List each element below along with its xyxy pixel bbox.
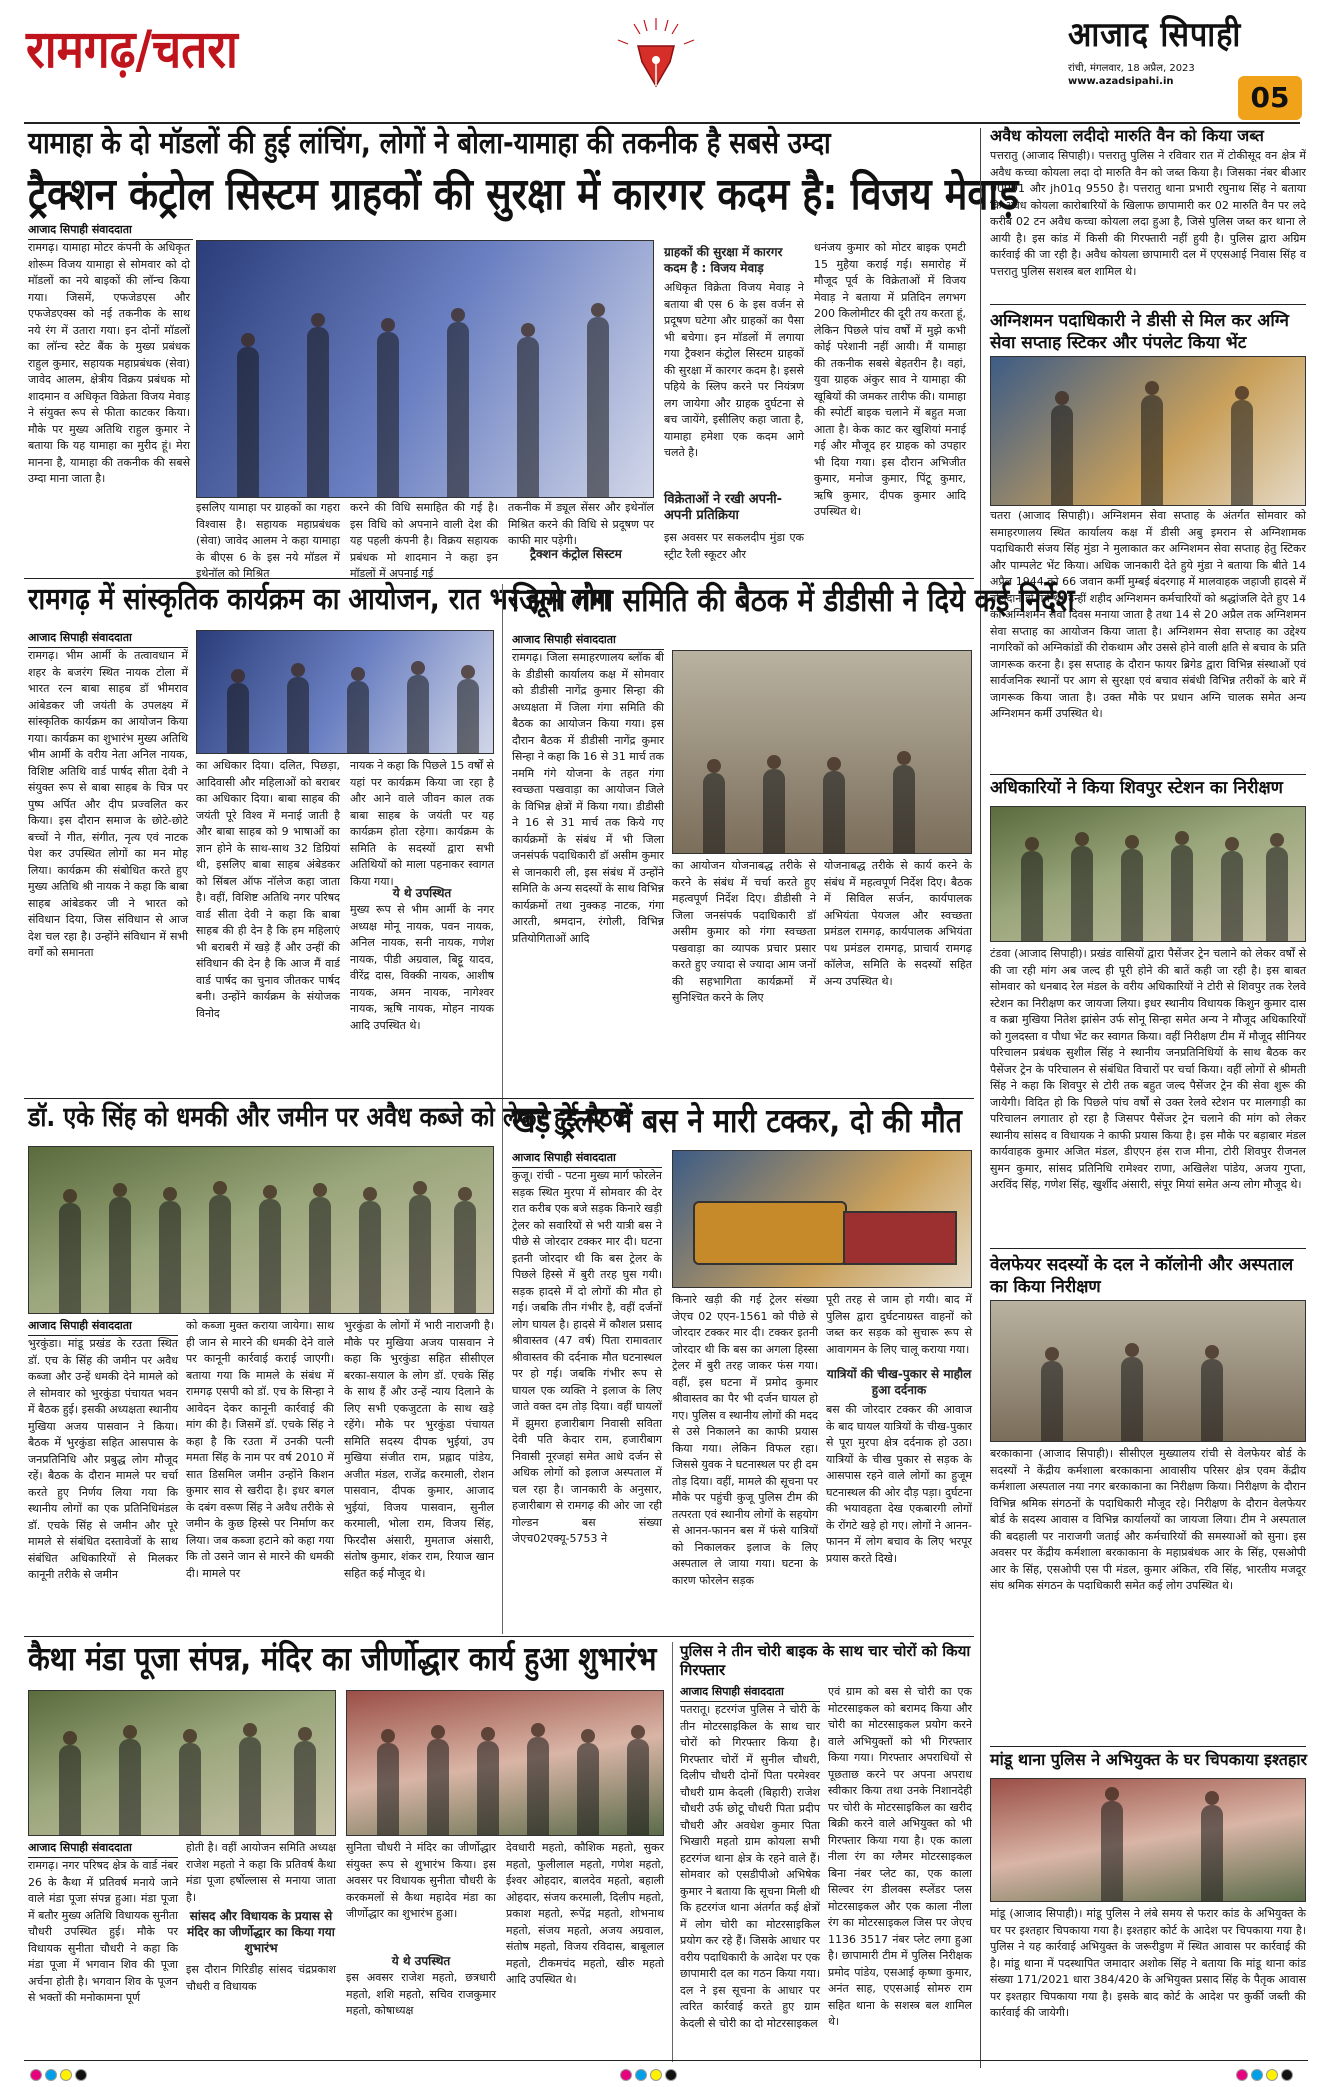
bike-byline: आजाद सिपाही संवाददाता <box>680 1684 820 1702</box>
lead-headline: ट्रैक्शन कंट्रोल सिस्टम ग्राहकों की सुरक्षा में कारगर कदम है: विजय मेवाड़ <box>28 169 1019 220</box>
footer-rule <box>24 2060 1308 2061</box>
mandu-headline: मांडू थाना पुलिस ने अभियुक्त के घर चिपकाया इश्तहार <box>990 1750 1308 1769</box>
registration-dot <box>75 2069 87 2081</box>
lead-col-2: इसलिए यामाहा पर ग्राहकों का गहरा विश्वास है। सहायक महाप्रबंधक (सेवा) जावेद आलम ने कहा यामाहा के बीएस 6 के इस नये मॉडल में इथेनॉल को मिश्रित <box>196 501 340 580</box>
trailer-col-1: कुजू। रांची - पटना मुख्य मार्ग फोरलेन सड़क स्थित मुरपा में सोमवार की देर रात करीब एक बजे सड़क किनारे खड़ी ट्रेलर को सवारियों से भरी यात्री बस ने पीछे से जोरदार टक्कर मार दी। घटना इतनी जोरदार थी कि बस ट्रेलर के पिछले हिस्से में बुरी तरह घुस गयी। सड़क हादसे में दो लोगों की मौत हो गई। जबकि तीन गंभीर है, वहीं दर्जनों लोग घायल है। हादसे में कौशल प्रसाद श्रीवास्तव (47 वर्ष) पिता रामावतार श्रीवास्तव की दर्दनाक मौत घटनास्थल पर हो गई। जबकि गंभीर रूप से घायल एक व्यक्ति ने इलाज के लिए जाते वक्त दम तोड़ दिया। वहीं घायलों में झुमरा हजारीबाग निवासी सविता देवी पति केदार राम, हजारीबाग निवासी नूरजहां समेत आधे दर्जन से अधिक लोगों को इलाज अस्पताल में चल रहा है। जानकारी के अनुसार, हजारीबाग से रामगढ़ की ओर जा रही गोल्डन बस संख्या जेएच02एक्यू-5753 ने <box>512 1169 662 1545</box>
registration-dot <box>665 2069 677 2081</box>
lead-col-1: रामगढ़। यामाहा मोटर कंपनी के अधिकृत शोरूम विजय यामाहा से सोमवार को दो मॉडलों का नये बाइकों की लॉन्च किया गया। जिसमें, एफजेडएस और एफजेडएक्स को नई तकनीक के साथ नये रंग में उतारा गया। इन दोनों मॉडलों का लॉन्च स्टेट बैंक के मुख्य प्रबंधक राहुल कुमार, सहायक महाप्रबंधक (सेवा) जावेद आलम, क्षेत्रीय विक्रय प्रबंधक मो शादमान व अधिकृत विक्रेता विजय मेवाड़ ने संयुक्त रूप से फीता काटकर किया। मौके पर मुख्य अतिथि राहुल कुमार ने बताया कि यह यामाहा का मुरीद हूं। मेरा मानना है, यामाहा की तकनीक की सबसे उम्दा माना जाता है। <box>28 241 190 485</box>
row-rule-2 <box>24 1098 974 1099</box>
welfare-body: बरकाकाना (आजाद सिपाही)। सीसीएल मुख्यालय रांची से वेलफेयर बोर्ड के सदस्यों ने केंद्रीय कर्मशाला बरकाकाना आवासीय परिसर क्षेत्र एवम केंद्रीय कर्मशाला अस्पताल नया नगर बरकाकाना का निरीक्षण किया। निरीक्षण के दौरान विभिन्न श्रमिक संगठनों के पदाधिकारी मौजूद रहे। निरीक्षण के दौरान वेलफेयर बोर्ड के सदस्य आवास व विभिन्न कार्यालयों का जायजा लिया। टीम ने अस्पताल की बदहाली पर नाराजगी जताई और कर्मचारियों की समस्याओं को सुना। इस अवसर पर केंद्रीय कर्मशाला बरकाकाना के महाप्रबंधक आर के सिंह, एसओपी आर के सिंह, एसओपी एस पी मंडल, कुमार अंकित, रवि सिंह, भारतीय मजदूर संघ श्रमिक संगठन के पदाधिकारी समेत कई लोग उपस्थित थे। <box>990 1447 1306 1592</box>
katha-subhead-2: ये थे उपस्थित <box>391 1954 451 1968</box>
shivpur-station-photo <box>990 806 1306 942</box>
shivpur-body: टंडवा (आजाद सिपाही)। प्रखंड वासियों द्वारा पैसेंजर ट्रेन चलाने को लेकर वर्षों से की जा रही मांग अब जल्द ही पूरी होने की बातें कही जा रही है। इस बाबत सोमवार को धनबाद रेल मंडल के वरीय अधिकारियों ने टोरी से शिवपुर तक रेलवे स्टेशन का निरीक्षण कर जायजा लिया। इधर स्थानीय विधायक किशुन कुमार दास व कब्रा मुखिया नितेश झांसेन उर्फ सोनू सिन्हा समेत अन्य ने मौजूद अधिकारियों को गुलदस्ता व पौधा भेंट कर स्वागत किया। वहीं निरीक्षण टीम में मौजूद सीनियर परिचालन प्रबंधक सुशील सिंह ने स्थानीय जनप्रतिनिधियों के साथ बैठक कर पैसेंजर ट्रेन के परिचालन से संबंधित विचारों पर चर्चा किया। वहीं लोगों से श्रीमती सिंह ने कहा कि शिवपुर से टोरी तक बहुत जल्द पैसेंजर ट्रेन की सेवा शुरू की जायेगी। विदित हो कि पिछले पांच वर्षों से उक्त रेलवे स्टेशन पर मालगाड़ी का परिचालन लगातार हो रहा है जिसपर पैसेंजर ट्रेन चलाने की मांग को लेकर स्थानीय सांसद व विधायक ने काफी प्रयास किया है। इस मौके पर बड़ाबार मंडल कार्यवाहक कुमार अजित मंडल, डीएएन हंस राज मीना, टोरी शिवपुर रीजनल सुमन कुमार, सांसद प्रतिनिधि रामेश्वर राणा, अखिलेश पांडेय, अजय गुप्ता, अरविंद सिंह, गणेश सिंह, खुर्शीद अंसारी, संपूर मियां समेत अन्य लोग मौजूद थे। <box>990 947 1306 1191</box>
registration-dot <box>30 2069 42 2081</box>
dateline: रांची, मंगलवार, 18 अप्रैल, 2023 <box>1068 62 1195 74</box>
footer-color-dots-left <box>30 2066 110 2080</box>
katha-col-2b: इस दौरान गिरिडीह सांसद चंद्रप्रकाश चौधरी व विधायक <box>186 1963 336 1993</box>
paper-name: आजाद सिपाही <box>1068 15 1242 55</box>
lead-col-6: धनंजय कुमार को मोटर बाइक एमटी 15 मुहैया कराई गई। समारोह में मौजूद पूर्व के विक्रेताओं में विजय मेवाड़ ने बताया में प्रतिदिन लगभग 200 किलोमीटर की दूरी तय करता हूं, लेकिन पिछले पांच वर्षों में मुझे कभी कोई परेशानी नहीं आयी। मैं यामाहा की तकनीक सबसे बेहतरीन है। वहां, युवा ग्राहक अंकुर साव ने यामाहा की खूबियों की जमकर तारीफ की। यामाहा की स्पोर्टी बाइक चलाने में बहुत मजा आता है। केक काट कर खुशियां मनाई गई और मौजूद हर ग्राहक को उपहार भी दिया गया। इस दौरान अभिजीत कुमार, मनोज कुमार, पिंटू कुमार, ऋषि कुमार, दीपक कुमार आदि उपस्थित थे। <box>814 241 966 518</box>
trailer-col-3: पूरी तरह से जाम हो गयी। बाद में पुलिस द्वारा दुर्घटनाग्रस्त वाहनों को जब्त कर सड़क को सुचारू रूप से आवागमन के लिए चालू कराया गया। <box>826 1293 972 1356</box>
culture-col-2: का अधिकार दिया। दलित, पिछड़ा, आदिवासी और महिलाओं को बराबर का अधिकार दिया। बाबा साहब की जयंती पूरे विश्व में मनाई जाती है और बाबा साहब को 9 भाषाओं का ज्ञान होने के साथ-साथ 32 डिग्रियां थी, इसलिए बाबा साहब अंबेडकर को सिंबल ऑफ नॉलेज कहा जाता है। वहीं, विशिष्ट अतिथि नगर परिषद वार्ड सीता देवी ने कहा कि बाबा साहब की ही देन है कि हम महिलाएं भी बराबरी में खड़े हैं और उन्हीं की संविधान की देन है कि आज मैं वार्ड वार्ड पार्षद का चुनाव जीतकर पार्षद बनी। उन्होंने कार्यक्रम के संयोजक विनोद <box>196 759 340 1020</box>
col-divider-row2 <box>502 584 503 1104</box>
trailer-byline: आजाद सिपाही संवाददाता <box>512 1150 662 1168</box>
trailer-accident-photo <box>672 1150 972 1288</box>
drsingh-meeting-photo <box>28 1146 494 1314</box>
yamaha-launch-photo <box>196 240 654 498</box>
registration-dot <box>1281 2069 1293 2081</box>
welfare-headline: वेलफेयर सदस्यों के दल ने कॉलोनी और अस्पताल का किया निरीक्षण <box>990 1255 1294 1297</box>
section-header <box>26 12 306 94</box>
shivpur-headline: अधिकारियों ने किया शिवपुर स्टेशन का निरीक्षण <box>990 778 1283 798</box>
drsingh-byline: आजाद सिपाही संवाददाता <box>28 1318 178 1336</box>
ganga-byline: आजाद सिपाही संवाददाता <box>512 632 664 650</box>
page-number-badge <box>1238 76 1302 120</box>
fire-headline: अग्निशमन पदाधिकारी ने डीसी से मिल कर अग्नि सेवा सप्ताह स्टिकर और पंपलेट किया भेंट <box>990 311 1289 353</box>
right-column-divider <box>980 128 981 2068</box>
bike-headline: पुलिस ने तीन चोरी बाइक के साथ चार चोरों को किया गिरफ्तार <box>680 1642 971 1679</box>
culture-subhead: ये थे उपस्थित <box>392 886 452 900</box>
ganga-meeting-photo <box>672 650 972 854</box>
drsingh-col-1: भुरकुंडा। मांडू प्रखंड के रउता स्थित डॉ. एच के सिंह की जमीन पर अवैध कब्जा और उन्हें धमकी देने मामले को ले सोमवार को भुरकुंडा पंचायत भवन में बैठक हुई। इसकी अध्यक्षता स्थानीय मुखिया अजय पासवान ने किया। बैठक में भुरकुंडा सहित आसपास के जनप्रतिनिधि और प्रबुद्ध लोग मौजूद रहें। बैठक के दौरान मामले पर चर्चा करते हुए निर्णय लिया गया कि स्थानीय लोगों का एक प्रतिनिधिमंडल डॉ. एचके सिंह से जमीन और पूरे मामले से संबंधित दस्तावेजों के साथ संबंधित अधिकारियों से मिलकर कानूनी तरीके से जमीन <box>28 1337 178 1581</box>
footer-color-dots-right <box>1236 2066 1316 2080</box>
katha-col-3: सुनिता चौधरी ने मंदिर का जीर्णोद्धार संयुक्त रूप से शुभारंभ किया। इस अवसर पर विधायक सुनीता चौधरी के करकमलों से कैथा महादेव मंडा का जीर्णोद्धार का शुभारंभ हुआ। <box>346 1841 496 1920</box>
culture-col-1: रामगढ़। भीम आर्मी के तत्वावधान में शहर के बजरंग स्थित नायक टोला में भारत रत्न बाबा साहब डॉ भीमराव आंबेडकर जी जयंती के उपलक्ष्य में सांस्कृतिक कार्यक्रम का आयोजन किया गया। कार्यक्रम का शुभारंभ मुख्य अतिथि भीम आर्मी के वरीय नेता अनिल नायक, विशिष्ट अतिथि वार्ड पार्षद सीता देवी ने संयुक्त रूप से बाबा साहब के चित्र पर पुष्प अर्पित और दीप प्रज्वलित कर किया। इस दौरान समाज के छोटे-छोटे बच्चों ने गीत, संगीत, नृत्य एवं नाटक पेश कर उपस्थित लोगों का मन मोह लिया। कार्यक्रम की संबोधित करते हुए मुख्य अतिथि श्री नायक ने कहा कि बाबा साहब आंबेडकर जी ने भारत को संविधान दिया, जिस संविधान से आज देश चल रहा है। उन्होंने संविधान में सभी वर्गों को समानता <box>28 649 188 959</box>
lead-subhead-reactions: विक्रेताओं ने रखी अपनी-अपनी प्रतिक्रिया <box>664 492 783 523</box>
trailer-subhead: यात्रियों की चीख-पुकार से माहौल हुआ दर्दनाक <box>826 1367 972 1397</box>
website: www.azadsipahi.in <box>1068 75 1174 87</box>
mandu-body: मांडू (आजाद सिपाही)। मांडू पुलिस ने लंबे समय से फरार कांड के अभियुक्त के घर पर इश्तहार चिपकाया गया है। इश्तहार कोर्ट के आदेश पर चिपकाया गया है। पुलिस ने यह कार्रवाई अभियुक्त के जरूरीडुण में स्थित आवास पर कार्रवाई की है। मांडू थाना में पदस्थापित जमादार अशोक सिंह ने बताया कि मांडू थाना कांड संख्या 171/2021 धारा 384/420 के अभियुक्त प्रसाद सिंह के पैतृक आवास पर इश्तहार चिपकाया गया है। इसके बाद कोर्ट के आदेश पर कुर्की जब्ती की कार्रवाई की जायेगी। <box>990 1907 1306 2019</box>
lead-subhead-traction: ट्रैक्शन कंट्रोल सिस्टम <box>530 547 622 561</box>
lead-kicker: यामाहा के दो मॉडलों की हुई लांचिंग, लोगों ने बोला-यामाहा की तकनीक है सबसे उम्दा <box>28 126 831 161</box>
culture-col-3: नायक ने कहा कि पिछले 15 वर्षों से यहां पर कार्यक्रम किया जा रहा है और आने वाले जीवन काल तक बाबा साहब के जयंती पर यह कार्यक्रम होता रहेगा। कार्यक्रम के समिति के सदस्यों द्वारा सभी अतिथियों को माला पहनाकर स्वागत किया गया। <box>350 759 494 888</box>
right-rule-4 <box>990 1746 1306 1747</box>
culture-col-3b: मुख्य रूप से भीम आर्मी के नगर अध्यक्ष मोनू नायक, पवन नायक, अनिल नायक, सनी नायक, गणेश नायक, पीडी अग्रवाल, बिट्टू यादव, वीरेंद्र दास, विक्की नायक, आशीष नायक, अमन नायक, नागेश्वर नायक, ऋषि नायक, मोहन नायक आदि उपस्थित थे। <box>350 903 494 1032</box>
culture-headline: रामगढ़ में सांस्कृतिक कार्यक्रम का आयोजन, रात भर झूमे लोग <box>28 582 610 617</box>
bike-col-2: एवं ग्राम को बस से चोरी का एक मोटरसाइकल को बरामद किया और चोरी का मोटरसाइकल प्रयोग करने वाले अभियुक्तों को भी गिरफ्तार किया गया। गिरफ्तार अपराधियों से पूछताछ करने पर अपना अपराध स्वीकार किया तथा उनके निशानदेही पर चोरी के मोटरसाइकिल का खरीद बिक्री करने वाले अभियुक्त को भी गिरफ्तार किया गया है। एक काला नीला रंग का ग्लैमर मोटरसाइकल बिना नंबर प्लेट का, एक काला सिल्वर रंग डीलक्स स्प्लेंडर प्लस मोटरसाइकल और एक काला नीला रंग का मोटरसाइकल जिस पर जेएच 1136 3517 नंबर प्लेट लगा हुआ है। छापामारी टीम में पुलिस निरीक्षक प्रमोद पांडेय, एसआई कृष्णा कुमार, अनंत साह, एएसआई सोमरु राम सहित थाना के सशस्त्र बल शामिल थे। <box>828 1685 972 2028</box>
right-rule-1 <box>990 304 1306 305</box>
footer-color-dots-center <box>620 2066 700 2080</box>
ganga-headline: जिला गंगा समिति की बैठक में डीडीसी ने दिये कई निर्देश <box>512 581 1075 619</box>
katha-col-1: रामगढ़। नगर परिषद क्षेत्र के वार्ड नंबर 26 के कैथा में प्रतिवर्ष मनाये जाने वाले मंडा पूजा संपन्न हुआ। मंडा पूजा में बतौर मुख्य अतिथि विधायक सुनीता चौधरी उपस्थित हुई। मौके पर विधायक सुनीता चौधरी ने कहा कि मंडा पूजा में भगवान शिव की पूजा अर्चना होती है। भगवान शिव के पूजन से भक्तों की मनोकामना पूर्ण <box>28 1859 178 2004</box>
lead-col-4: तकनीक में ड्यूल सेंसर और इथेनॉल मिश्रित करने की विधि से प्रदूषण पर काफी मार पड़ेगी। <box>508 501 654 547</box>
row-rule-3 <box>24 1636 974 1637</box>
katha-col-4: देवधारी महतो, कौशिक महतो, सुकर महतो, फुलीलाल महतो, गणेश महतो, ईश्वर ओहदार, बालदेव महतो, बहाली ओहदार, संजय करमाली, दिलीप महतो, प्रकाश महतो, रूपेंद्र महतो, शोभनाथ महतो, संजय महतो, अजय अग्रवाल, संतोष महतो, विजय रविदास, बाबूलाल महतो, टीकमचंद महतो, खीरु महतो आदि उपस्थित थे। <box>506 1841 664 1986</box>
lead-subhead-safety: ग्राहकों की सुरक्षा में कारगर कदम है : विजय मेवाड़ <box>664 245 783 275</box>
registration-dot <box>635 2069 647 2081</box>
culture-event-photo <box>196 630 494 754</box>
culture-byline: आजाद सिपाही संवाददाता <box>28 630 188 648</box>
mandu-notice-photo <box>990 1778 1306 1902</box>
col-divider-row3 <box>502 1104 503 1634</box>
trailer-col-3b: बस की जोरदार टक्कर की आवाज के बाद घायल यात्रियों के चीख-पुकार से पूरा मुरपा क्षेत्र दर्दनाक हो उठा। यात्रियों के चीख पुकार से सड़क के आसपास रहने वाले लोगों का हुजूम घटनास्थल की ओर दौड़ पड़ा। दुर्घटना की भयावहता देख एकबारगी लोगों के रोंगटे खड़े हो गए। लोगों ने आनन-फानन में लोग बचाव के लिए भरपूर प्रयास करते दिखे। <box>826 1403 972 1565</box>
masthead-rule <box>24 122 1300 124</box>
registration-dot <box>1251 2069 1263 2081</box>
right-rule-3 <box>990 1248 1306 1249</box>
lead-col-5: अधिकृत विक्रेता विजय मेवाड़ ने बताया बी एस 6 के इस वर्जन से प्रदूषण घटेगा और ग्राहकों का पैसा भी बचेगा। इन मॉडलों में लगाया गया ट्रैक्शन कंट्रोल सिस्टम ग्राहकों की सुरक्षा में कारगर कदम है। इससे पहिये के स्लिप करने पर नियंत्रण लग जायेगा और ग्राहक दुर्घटना से बच जायेंगे, इसीलिए कहा जाता है, यामाहा हमेशा एक कदम आगे चलते है। <box>664 281 804 459</box>
registration-dot <box>1266 2069 1278 2081</box>
registration-dot <box>60 2069 72 2081</box>
section-title: रामगढ़/चतरा <box>26 20 238 80</box>
drsingh-col-2: को कब्जा मुक्त कराया जायेगा। साथ ही जान से मारने की धमकी देने वाले पर कानूनी कार्रवाई कराई जाएगी। बताया गया कि मामले के संबंध में रामगढ़ एसपी को डॉ. एच के सिन्हा ने आवेदन देकर कानूनी कार्रवाई की मांग की है। जिसमें डॉ. एचके सिंह ने कहा है कि रउता में उनकी पत्नी ममता सिंह के नाम पर वर्ष 2010 में सात डिसमिल जमीन उन्होंने किशन कुमार साव से खरीदा है। इधर बगल के दबंग वरूण सिंह ने अवैध तरीके से जमीन के कुछ हिस्से पर निर्माण कर लिया। जब कब्जा हटाने को कहा गया कि तो उसने जान से मारने की धमकी दी। मामले पर <box>186 1319 334 1580</box>
katha-puja-photo <box>28 1690 336 1836</box>
lead-byline: आजाद सिपाही संवाददाता <box>28 222 193 240</box>
coal-headline: अवैध कोयला लदीदो मारुति वैन को किया जब्त <box>990 126 1264 145</box>
fire-dc-photo <box>990 356 1306 506</box>
ganga-col-2: का आयोजन योजनाबद्ध तरीके से करने के संबंध में चर्चा करते हुए महत्वपूर्ण निर्देश दिए। डीडीसी ने जिला जनसंपर्क पदाधिकारी डॉ असीम कुमार को गंगा स्वच्छता पखवाड़ा का व्यापक प्रचार प्रसार करते हुए ज्यादा से ज्यादा आम जनों की सहभागिता कार्यक्रमों में सुनिश्चित करने के लिए <box>672 859 816 1004</box>
registration-dot <box>650 2069 662 2081</box>
lead-col-3: करने की विधि समाहित की गई है। इस विधि को अपनाने वाली देश की यह पहली कंपनी है। विक्रय सहायक प्रबंधक मो शादमान ने कहा इन मॉडलों में अपनाई गई <box>350 501 498 580</box>
row-rule-1 <box>24 578 974 579</box>
katha-col-2: होती है। वहीं आयोजन समिति अध्यक्ष राजेश महतो ने कहा कि प्रतिवर्ष कैथा मंडा पूजा हर्षोल्लास से मनाया जाता है। <box>186 1841 336 1904</box>
katha-col-3b: इस अवसर राजेश महतो, छत्रधारी महतो, शशि महतो, सचिव राजकुमार महतो, कोषाध्यक्ष <box>346 1971 496 2017</box>
katha-subhead-1: सांसद और विधायक के प्रयास से मंदिर का जीर्णोद्धार का किया गया शुभारंभ <box>187 1909 335 1955</box>
registration-dot <box>45 2069 57 2081</box>
col-divider-row4 <box>672 1642 673 2062</box>
lead-col-5b: इस अवसर पर सकलदीप मुंडा एक स्ट्रीट रैली स्कूटर और <box>664 531 804 561</box>
trailer-col-2: किनारे खड़ी की गई ट्रेलर संख्या जेएच 02 एएन-1561 को पीछे से जोरदार टक्कर मार दी। टक्कर इतनी जोरदार थी कि बस का अगला हिस्सा ट्रेलर में बुरी तरह जाकर फंस गया। वहीं, इस घटना में प्रमोद कुमार श्रीवास्तव का पैर भी दर्जन घायल हो गए। पुलिस व स्थानीय लोगों की मदद से उसे निकालने का काफी प्रयास किया गया। लेकिन विफल रहा। जिससे युवक ने घटनास्थल पर ही दम तोड़ दिया। वहीं, मामले की सूचना पर मौके पर पहुंची कुजू पुलिस टीम की तत्परता एवं स्थानीय लोगों के सहयोग से आनन-फानन बस में फंसे यात्रियों को निकालकर इलाज के लिए अस्पताल ले जाया गया। घटना के कारण फोरलेन सड़क <box>672 1293 818 1587</box>
drsingh-col-3: भुरकुंडा के लोगों में भारी नाराजगी है। मौके पर मुखिया अजय पासवान ने कहा कि भुरकुंडा सहित सीसीएल बरका-सयाल के लोग डॉ. एचके सिंह के साथ हैं और उन्हें न्याय दिलाने के लिए सभी एकजुटता के साथ खड़े रहेंगे। मौके पर भुरकुंडा पंचायत समिति सदस्य दीपक भुईयां, उप मुखिया संजीत राम, प्रह्लाद पांडेय, अजीत मंडल, राजेंद्र करमाली, रोशन पासवान, दीपक कुमार, आजाद भुईयां, विजय पासवान, सुनील करमाली, भोला राम, विजय सिंह, फिरदौस अंसारी, मुमताज अंसारी, संतोष कुमार, शंकर राम, रियाज खान सहित कई मौजूद थे। <box>344 1319 494 1580</box>
fire-body: चतरा (आजाद सिपाही)। अग्निशमन सेवा सप्ताह के अंतर्गत सोमवार को समाहरणालय स्थित कार्यालय कक्ष में डीसी अबु इमरान से अग्निशामक पदाधिकारी संजय सिंह मुंडा ने मुलाकात कर अग्निशमन सेवा सप्ताह हेतु स्टिकर और पाम्पलेट भेंट किया। अधिक जानकारी देते हुये मुंडा ने बताया कि बीते 14 अप्रैल 1944 को 66 जवान कर्मी मुम्बई बंदरगाह में मालवाहक जहाजी हादसे में बलिदान हो गये थे। उन्हीं शहीद अग्निशमन कर्मचारियों को श्रद्धांजलि देते हुए 14 को अग्निशमन सेवा दिवस मनाया जाता है तथा 14 से 20 अप्रैल तक अग्निशमन सेवा सप्ताह का आयोजन किया जाता है। अग्निशमन सेवा सप्ताह का उद्देश्य नागरिकों को अग्निकांडों की रोकथाम और उससे होने वाली क्षति से बचाव के प्रति जागरूक करना है। इस सप्ताह के दौरान फायर ब्रिगेड द्वारा विभिन्न संस्थाओं एवं सार्वजनिक स्थानों पर आग से सुरक्षा एवं बचाव संबंधी विभिन्न तरीकों के बारे में जागरूक किया जाता है। उक्त मौके पर प्रधान अग्नि चालक समेत अन्य अग्निशमन कर्मी उपस्थित थे। <box>990 509 1306 720</box>
katha-headline: कैथा मंडा पूजा संपन्न, मंदिर का जीर्णोद्धार कार्य हुआ शुभारंभ <box>28 1639 657 1678</box>
page-number: 05 <box>1250 81 1290 114</box>
trailer-headline: खड़े ट्रेलर में बस ने मारी टक्कर, दो की मौत <box>512 1101 962 1140</box>
registration-dot <box>1236 2069 1248 2081</box>
bike-col-1: पतरातू। हटरगंज पुलिस ने चोरी के तीन मोटरसाइकिल के साथ चार चोरों को गिरफ्तार किया है। गिरफ्तार चोरों में सुनील चौधरी, दिलीप चौधरी दोनों पिता परमेश्वर चौधरी ग्राम केदली (बिहारी) राजेश चौधरी उर्फ छोटू चौधरी पिता प्रदीप चौधरी और अवधेश कुमार पिता भिखारी महतो ग्राम कोयला सभी हटरगंज थाना क्षेत्र के रहने वाले हैं। सोमवार को एसडीपीओ अभिषेक कुमार ने बताया कि सूचना मिली थी कि हटरगंज थाना अंतर्गत कई क्षेत्रों में लोग चोरी का मोटरसाइकिल प्रयोग कर रहे हैं। जिसके आधार पर वरीय पदाधिकारी के आदेश पर एक छापामारी दल का गठन किया गया। दल ने इस सूचना के आधार पर त्वरित कार्रवाई करते हुए ग्राम केदली से चोरी का दो मोटरसाइकल <box>680 1703 820 2030</box>
coal-body: पत्तरातु (आजाद सिपाही)। पत्तरातु पुलिस ने रविवार रात में टोकीसूद वन क्षेत्र में अवैध कच्चा कोयला लदा दो मारुति वैन को जब्त किया है। जिसका नंबर बीआर 00991 और jh01q 9550 है। पत्तरातु थाना प्रभारी रघुनाथ सिंह ने बताया कि अवैध कोयला कारोबारियों के खिलाफ छापामारी कर 02 मारुति वैन पर लदे करीब 02 टन अवैध कच्चा कोयला लदा हुआ है, जिसे पुलिस जब्त कर थाना ले आयी है। इस कांड में किसी की गिरफ्तारी नहीं हुयी है। पुलिस द्वारा अग्रिम कार्रवाई की जा रही है। अवैध कोयला छापामारी दल में एएसआई निवास सिंह व पत्तरातु पुलिस सशस्त्र बल शामिल थे। <box>990 149 1306 278</box>
katha-byline: आजाद सिपाही संवाददाता <box>28 1840 178 1858</box>
welfare-hospital-photo <box>990 1300 1306 1442</box>
drsingh-headline: डॉ. एके सिंह को धमकी और जमीन पर अवैध कब्जे को लेकर हुई बैठक <box>28 1102 631 1133</box>
pen-nib-logo <box>612 16 700 88</box>
right-rule-2 <box>990 774 1306 775</box>
ganga-col-1: रामगढ़। जिला समाहरणालय ब्लॉक बी के डीडीसी कार्यालय कक्ष में सोमवार को डीडीसी नागेंद्र कुमार सिन्हा की अध्यक्षता में जिला गंगा समिति की बैठक का आयोजन किया गया। इस दौरान बैठक में डीडीसी नागेंद्र कुमार सिन्हा ने कहा कि 16 से 31 मार्च तक नममि गंगे योजना के तहत गंगा स्वच्छता पखवाड़ा का आयोजन जिले के विभिन्न क्षेत्रों में किया गया। डीडीसी ने 16 से 31 मार्च तक किये गए कार्यक्रमों के संबंध में भी जिला जनसंपर्क पदाधिकारी डॉ असीम कुमार से जानकारी ली, इस संबंध में उन्होंने समिति के अन्य सदस्यों के साथ विभिन्न कार्यक्रमों तथा नुक्कड़ नाटक, गंगा आरती, श्रमदान, रंगोली, विभिन्न प्रतियोगिताओं आदि <box>512 651 664 945</box>
registration-dot <box>620 2069 632 2081</box>
ganga-col-3: योजनाबद्ध तरीके से कार्य करने के संबंध में महत्वपूर्ण निर्देश दिए। बैठक में सिविल सर्जन, कार्यपालक अभियंता पेयजल और स्वच्छता प्रमंडल रामगढ़, कार्यपालक अभियंता पथ प्रमंडल रामगढ़, प्राचार्य रामगढ़ कॉलेज, समिति के सदस्यों सहित अन्य उपस्थित थे। <box>824 859 972 988</box>
katha-temple-photo <box>346 1690 664 1836</box>
